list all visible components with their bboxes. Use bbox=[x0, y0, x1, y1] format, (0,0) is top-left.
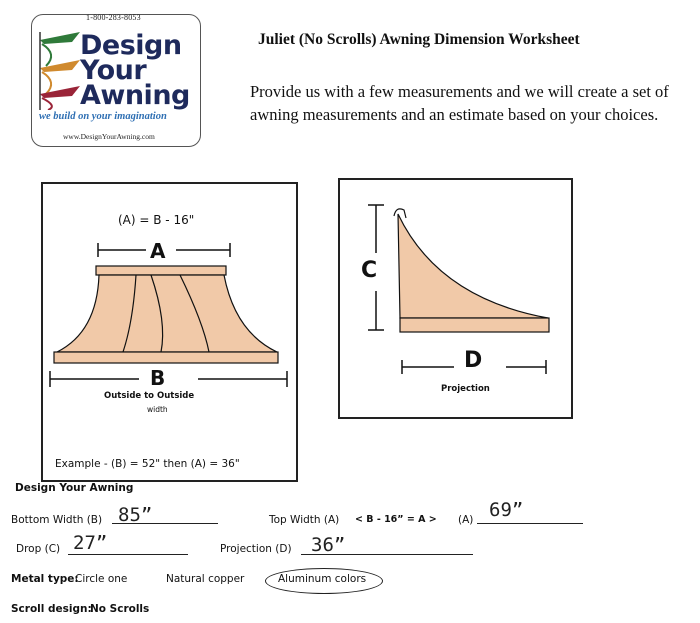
projection-label: Projection (D) bbox=[220, 543, 292, 555]
dimension-d-label: D bbox=[464, 348, 483, 373]
drop-value: 27” bbox=[73, 532, 108, 554]
bottom-width-label: Bottom Width (B) bbox=[11, 514, 103, 526]
width-formula: (A) = B - 16" bbox=[118, 213, 195, 227]
top-width-formula: < B - 16” = A > bbox=[355, 514, 437, 525]
intro-paragraph: Provide us with a few measurements and we will create a set of awning measurements and an estimate based on your choices. bbox=[250, 82, 669, 124]
metal-type-hint: Circle one bbox=[75, 573, 128, 585]
scroll-design-value: No Scrolls bbox=[90, 603, 150, 615]
website-link[interactable]: www.DesignYourAwning.com bbox=[63, 132, 155, 141]
top-width-value: 69” bbox=[489, 499, 524, 521]
projection-caption: Projection bbox=[441, 384, 490, 394]
front-awning-diagram bbox=[41, 182, 298, 482]
logo-line-your: Your bbox=[80, 55, 147, 86]
logo-line-awning: Awning bbox=[80, 80, 190, 111]
page-title: Juliet (No Scrolls) Awning Dimension Worksheet bbox=[258, 31, 580, 48]
projection-value: 36” bbox=[311, 534, 346, 556]
dimension-b-label: B bbox=[150, 366, 166, 390]
side-awning-diagram bbox=[338, 178, 573, 419]
scroll-design-label: Scroll design: bbox=[11, 603, 92, 615]
width-caption: width bbox=[147, 405, 168, 414]
top-width-field[interactable] bbox=[477, 523, 583, 524]
phone-number: 1-800-283-8053 bbox=[86, 13, 141, 22]
drop-label: Drop (C) bbox=[16, 543, 61, 555]
metal-option-natural-copper[interactable]: Natural copper bbox=[166, 573, 245, 585]
outside-to-outside-label: Outside to Outside bbox=[104, 391, 195, 401]
dimension-c-label: C bbox=[361, 258, 378, 283]
a-label: (A) bbox=[458, 514, 474, 526]
metal-option-aluminum-colors[interactable]: Aluminum colors bbox=[278, 573, 367, 585]
drop-field[interactable] bbox=[68, 554, 188, 555]
top-width-label: Top Width (A) bbox=[269, 514, 340, 526]
awning-logo-icon bbox=[38, 26, 82, 110]
form-heading: Design Your Awning bbox=[15, 482, 134, 494]
dimension-a-label: A bbox=[150, 239, 166, 263]
logo-tagline: we build on your imagination bbox=[39, 111, 167, 122]
example-note: Example - (B) = 52" then (A) = 36" bbox=[55, 458, 240, 470]
logo-line-design: Design bbox=[80, 30, 182, 61]
bottom-width-value: 85” bbox=[118, 504, 153, 526]
metal-type-label: Metal type: bbox=[11, 573, 79, 585]
